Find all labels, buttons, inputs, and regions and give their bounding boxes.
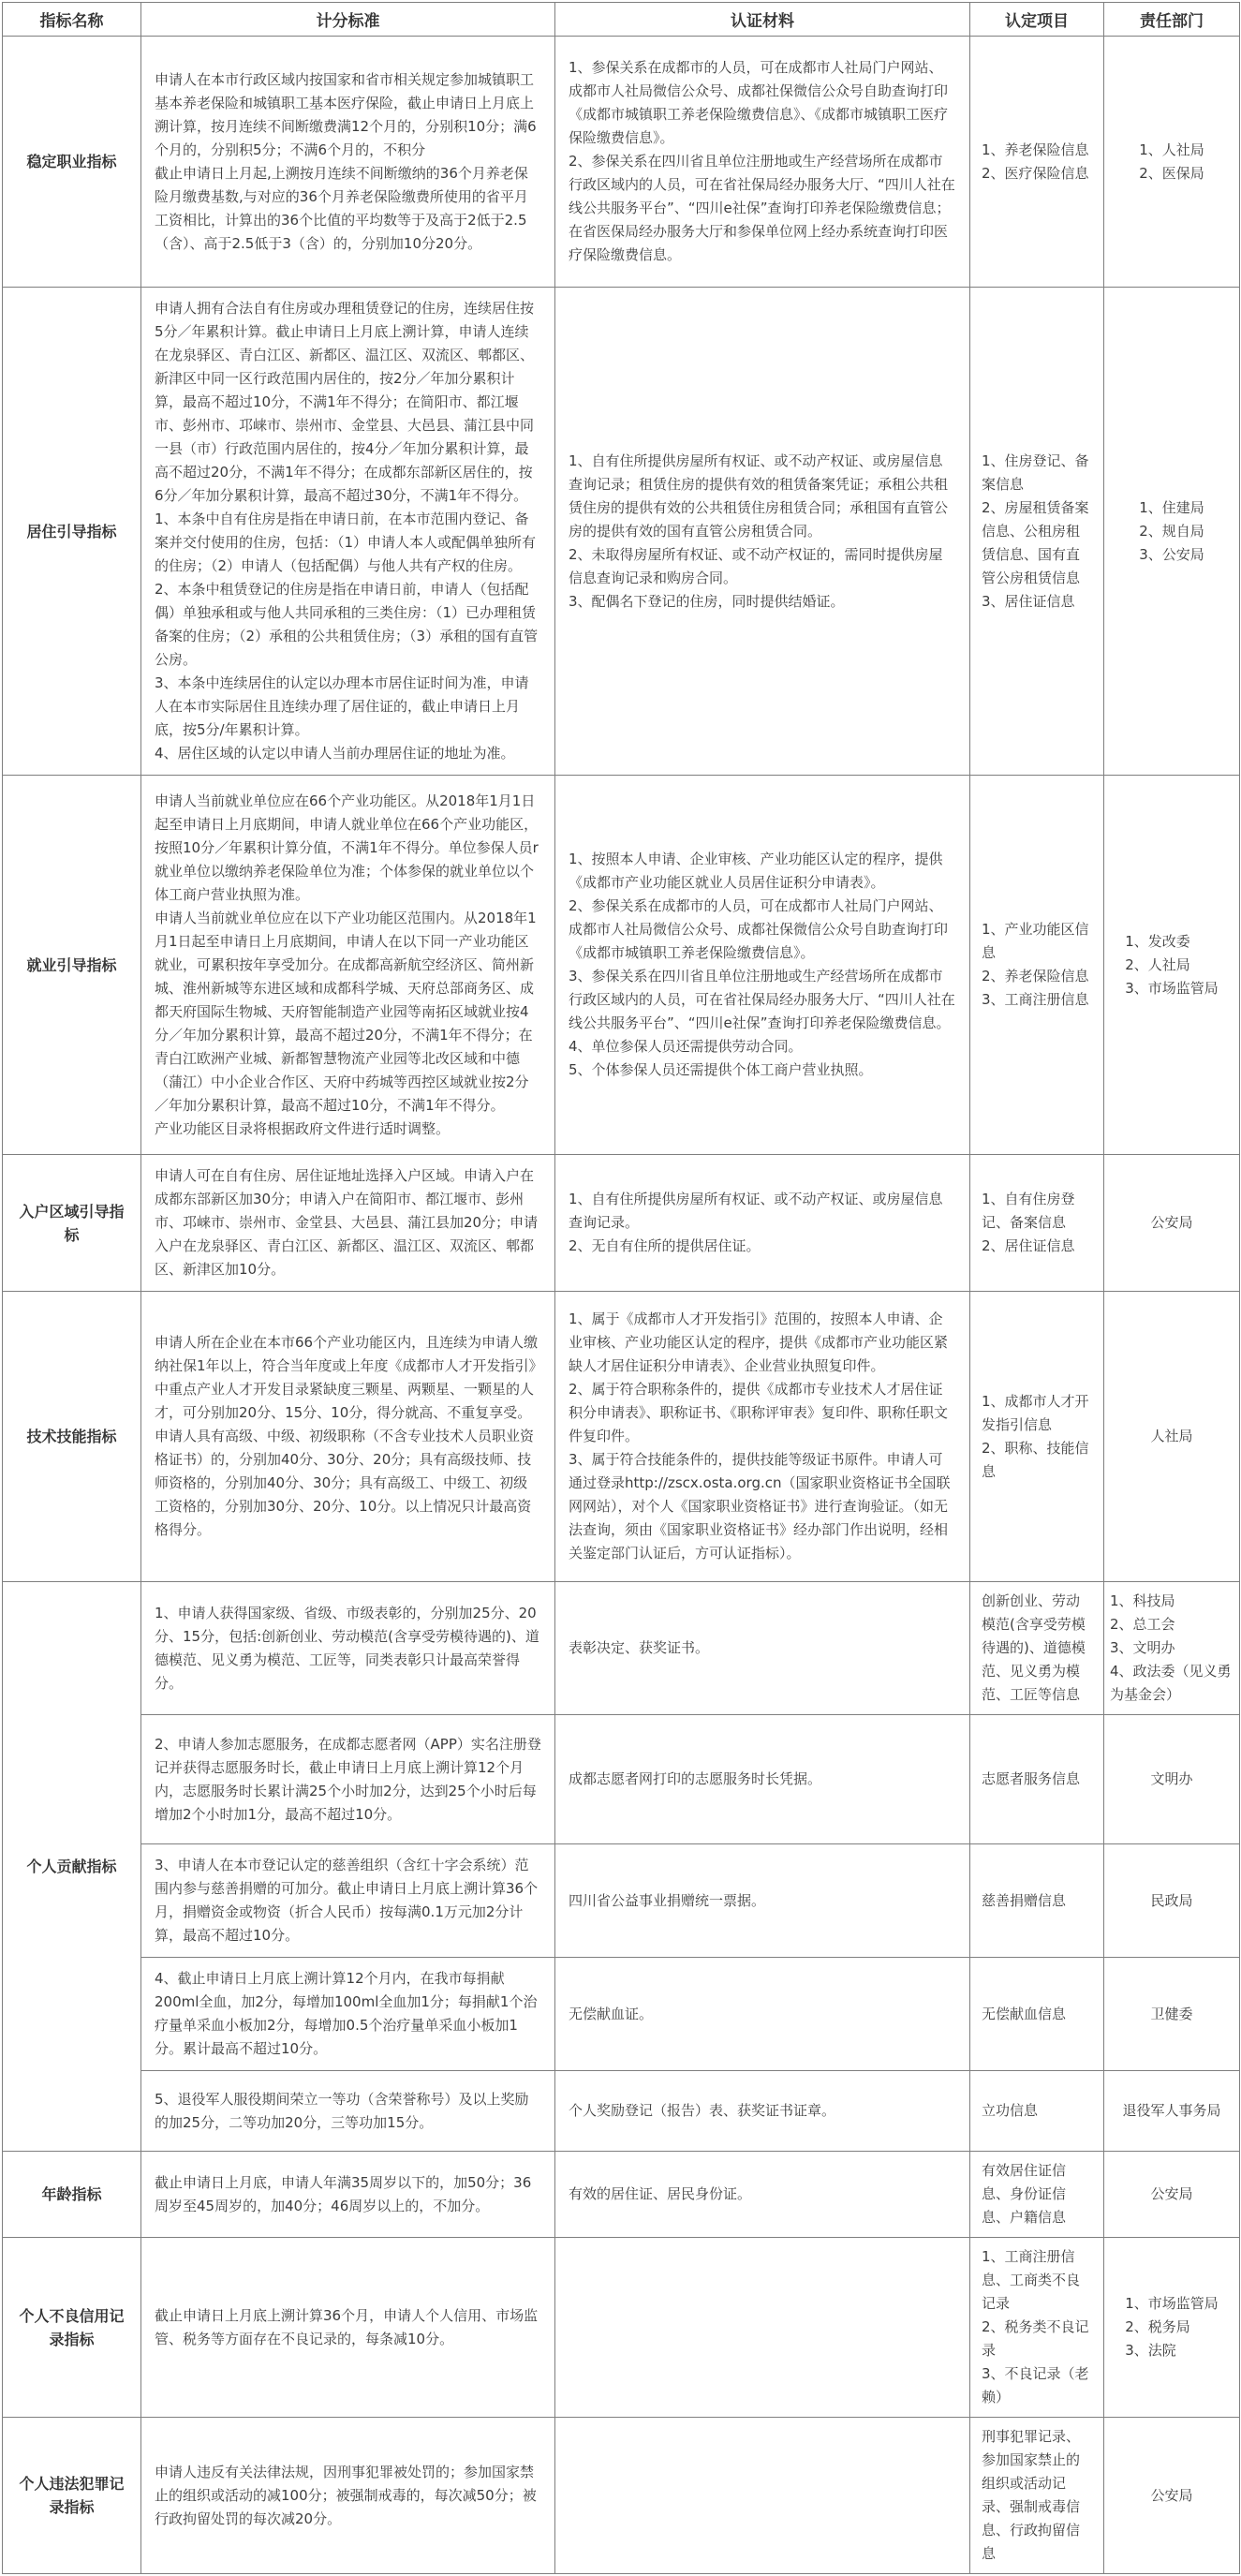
text-line: 个人奖励登记（报告）表、获奖证书证章。: [569, 2102, 836, 2119]
responsible-department-cell: [1104, 2152, 1240, 2238]
text-line: 1、市场监管局: [1125, 2295, 1219, 2312]
text-line: 申请人具有高级、中级、初级职称（不含专业技术人员职业资格证书）的，分别加40分、30分、20分；具有高级技师、技师资格的，分别加40分、30分；具有高级工、中级工、初级工资格的，分别加30分、20分、10分。以上情况只计最高资格得分。: [155, 1428, 535, 1538]
text-line: 2、本条中租赁登记的住房是指在申请日前，申请人（包括配偶）单独承租或与他人共同承租的三类住房：（1）已办理租赁备案的住房；（2）承租的公共租赁住房；（3）承租的国有直管公房。: [155, 581, 539, 668]
column-header: 认定项目: [970, 3, 1104, 37]
indicator-row: [3, 37, 1240, 288]
indicator-label: 技术技能指标: [3, 1292, 141, 1582]
indicator-row: [3, 1292, 1240, 1582]
certification-materials-cell: [555, 288, 970, 776]
indicator-subrow: [3, 2071, 1240, 2152]
text-line: 2、税务类不良记录: [982, 2318, 1089, 2359]
text-line: 1、住建局: [1139, 498, 1204, 516]
text-line: 2、税务局: [1125, 2318, 1190, 2335]
certification-materials-cell: [555, 1844, 970, 1958]
text-line: 民政局: [1150, 1891, 1193, 1909]
certification-materials-cell: [555, 2152, 970, 2238]
text-line: 申请人当前就业单位应在66个产业功能区。从2018年1月1日起至申请日上月底期间，申请人就业单位在66个产业功能区，按照10分／年累积计算分值，不满1年不得分。单位参保人员r 就业单位以缴纳养老保险单位为准；个体参保的就业单位以个体工商户营业执照为准。: [155, 792, 539, 903]
text-line: 4、政法委（见义勇为基金会）: [1110, 1663, 1232, 1703]
identified-items-cell: [970, 1715, 1104, 1844]
department-list: [1150, 2183, 1192, 2206]
text-line: 申请人违反有关法律法规，因刑事犯罪被处罚的；参加国家禁止的组织或活动的减100分；被强制戒毒的，每次减50分；被行政拘留处罚的每次减20分。: [155, 2463, 537, 2527]
text-line: 成都志愿者网打印的志愿服务时长凭据。: [569, 1770, 822, 1787]
department-list: [1139, 496, 1204, 567]
identified-items-cell: [970, 2071, 1104, 2152]
indicator-label: 就业引导指标: [3, 776, 141, 1155]
column-header: 认证材料: [555, 3, 970, 37]
scoring-standard-cell: [141, 1292, 555, 1582]
text-line: 公安局: [1150, 1214, 1193, 1231]
text-line: 4、截止申请日上月底上溯计算12个月内，在我市每捐献200ml全血，加2分，每增加100ml全血加1分；每捐献1个治疗量单采血小板加2分，每增加0.5个治疗量单采血小板加1分。累计最高不超过10分。: [155, 1970, 538, 2057]
text-line: 1、发改委: [1125, 932, 1190, 950]
identified-items-cell: [970, 1844, 1104, 1958]
text-line: 有效居住证信息、身份证信息、户籍信息: [982, 2162, 1067, 2226]
text-line: 3、配偶名下登记的住房，同时提供结婚证。: [569, 592, 845, 610]
text-line: 3、属于符合技能条件的，提供技能等级证书原件。申请人可通过登录http://zscx.osta.org.cn（国家职业资格证书全国联网网站），对个人《国家职业资格证书》进行查询验证。（如无法查询，须由《国家职业资格证书》经办部门作出说明，经相关鉴定部门认证后，方可认证指标）。: [569, 1451, 951, 1562]
certification-materials-cell: [555, 2238, 970, 2418]
text-line: 公安局: [1150, 2486, 1193, 2504]
scoring-standard-cell: [141, 1715, 555, 1844]
text-line: 2、属于符合职称条件的，提供《成都市专业技术人才居住证积分申请表》、职称证书、《职称评审表》复印件、职称任职文件复印件。: [569, 1381, 949, 1444]
indicator-label: 个人不良信用记录指标: [3, 2238, 141, 2418]
department-list: [1150, 2003, 1192, 2026]
text-line: 3、参保关系在四川省且单位注册地或生产经营场所在成都市行政区域内的人员，可在省社保局经办服务大厅、“四川人社在线公共服务平台”、“四川e社保”查询打印养老保险缴费信息。: [569, 968, 955, 1031]
certification-materials-cell: [555, 37, 970, 288]
identified-items-cell: [970, 288, 1104, 776]
text-line: 刑事犯罪记录、参加国家禁止的组织或活动记录、强制戒毒信息、行政拘留信息: [982, 2428, 1081, 2562]
text-line: 申请人当前就业单位应在以下产业功能区范围内。从2018年1月1日起至申请日上月底期间，申请人在以下同一产业功能区就业，可累积按年享受加分。在成都高新航空经济区、简州新城、淮州新城等东进区域和成都科学城、天府总部商务区、成都天府国际生物城、天府智能制造产业园等南拓区域就业按4分／年加分累积计算，最高不超过20分，不满1年不得分；在青白江欧洲产业城、新都智慧物流产业园等北改区域和中德（蒲江）中小企业合作区、天府中药城等西控区域就业按2分／年加分累积计算，最高不超过10分，不满1年不得分。: [155, 909, 537, 1114]
text-line: 申请人所在企业在本市66个产业功能区内，且连续为申请人缴纳社保1年以上，符合当年度或上年度《成都市人才开发指引》中重点产业人才开发目录紧缺度三颗星、两颗星、一颗星的人才，可分别加20分、15分、10分，得分就高、不重复享受。: [155, 1334, 539, 1421]
indicator-row: [3, 1155, 1240, 1292]
indicator-row: [3, 2418, 1240, 2574]
responsible-department-cell: [1104, 2238, 1240, 2418]
text-line: 有效的居住证、居民身份证。: [569, 2185, 752, 2202]
column-header: 指标名称: [3, 3, 141, 37]
text-line: 1、科技局: [1110, 1592, 1175, 1609]
responsible-department-cell: [1104, 1292, 1240, 1582]
text-line: 申请人在本市行政区域内按国家和省市相关规定参加城镇职工基本养老保险和城镇职工基本医疗保险，截止申请日上月底上溯计算，按月连续不间断缴费满12个月的，分别积10分；满6个月的，分别积5分；不满6个月的，不积分: [155, 70, 537, 158]
text-line: 2、医疗保险信息: [982, 164, 1089, 182]
text-line: 申请人可在自有住房、居住证地址选择入户区域。申请入户在成都东部新区加30分；申请入户在简阳市、都江堰市、彭州市、邛崃市、崇州市、金堂县、大邑县、蒲江县加20分；申请入户在龙泉驿区、青白江区、新都区、温江区、双流区、郫都区、新津区加10分。: [155, 1167, 539, 1278]
department-list: [1150, 2484, 1192, 2508]
indicator-label: 个人违法犯罪记录指标: [3, 2418, 141, 2574]
scoring-standard-cell: [141, 2071, 555, 2152]
identified-items-cell: [970, 1958, 1104, 2071]
responsible-department-cell: [1104, 1155, 1240, 1292]
scoring-standard-cell: [141, 37, 555, 288]
department-list: [1139, 139, 1204, 185]
text-line: 3、文明办: [1110, 1639, 1175, 1656]
text-line: 5、个体参保人员还需提供个体工商户营业执照。: [569, 1061, 873, 1078]
text-line: 3、本条中连续居住的认定以办理本市居住证时间为准，申请人在本市实际居住且连续办理了居住证的，截止申请日上月底，按5分/年累积计算。: [155, 674, 529, 738]
department-list: [1150, 1211, 1192, 1235]
text-line: 1、成都市人才开发指引信息: [982, 1392, 1089, 1433]
indicator-subrow: [3, 1582, 1240, 1715]
identified-items-cell: [970, 2418, 1104, 2574]
certification-materials-cell: [555, 1958, 970, 2071]
text-line: 5、退役军人服役期间荣立一等功（含荣誉称号）及以上奖励的加25分，二等功加20分，三等功加15分。: [155, 2090, 529, 2131]
text-line: 3、公安局: [1139, 545, 1204, 563]
indicator-label: 年龄指标: [3, 2152, 141, 2238]
indicator-label: 居住引导指标: [3, 288, 141, 776]
responsible-department-cell: [1104, 1715, 1240, 1844]
responsible-department-cell: [1104, 288, 1240, 776]
column-header: 责任部门: [1104, 3, 1240, 37]
text-line: 1、自有住所提供房屋所有权证、或不动产权证、或房屋信息查询记录。: [569, 1191, 943, 1231]
responsible-department-cell: [1104, 37, 1240, 288]
department-list: [1150, 1889, 1192, 1913]
text-line: 1、按照本人申请、企业审核、产业功能区认定的程序，提供《成都市产业功能区就业人员居住证积分申请表》。: [569, 851, 943, 891]
scoring-standard-cell: [141, 288, 555, 776]
text-line: 志愿者服务信息: [982, 1770, 1081, 1787]
certification-materials-cell: [555, 1155, 970, 1292]
text-line: 2、总工会: [1110, 1616, 1175, 1633]
indicator-row: [3, 776, 1240, 1155]
text-line: 4、居住区域的认定以申请人当前办理居住证的地址为准。: [155, 745, 515, 762]
identified-items-cell: [970, 776, 1104, 1155]
text-line: 四川省公益事业捐赠统一票据。: [569, 1891, 766, 1909]
responsible-department-cell: [1104, 1958, 1240, 2071]
text-line: 立功信息: [982, 2102, 1039, 2119]
text-line: 产业功能区目录将根据政府文件进行适时调整。: [155, 1119, 451, 1137]
indicator-row: [3, 2238, 1240, 2418]
text-line: 创新创业、劳动模范(含享受劳模待遇的)、道德模范、见义勇为模范、工匠等信息: [982, 1592, 1086, 1703]
text-line: 2、养老保险信息: [982, 968, 1089, 985]
department-list: [1150, 1768, 1192, 1791]
text-line: 2、房屋租赁备案信息、公租房租赁信息、国有直管公房租赁信息: [982, 498, 1089, 586]
text-line: 1、人社局: [1139, 141, 1204, 158]
text-line: 1、自有住所提供房屋所有权证、或不动产权证、或房屋信息查询记录；租赁住房的提供有效的租赁备案凭证；承租公共租赁住房的提供有效的公共租赁住房租赁合同；承租国有直管公房的提供有效的国有直管公房租赁合同。: [569, 452, 949, 540]
text-line: 2、居住证信息: [982, 1237, 1075, 1254]
table-header: [3, 3, 1240, 37]
identified-items-cell: [970, 2152, 1104, 2238]
responsible-department-cell: [1104, 1844, 1240, 1958]
certification-materials-cell: [555, 2418, 970, 2574]
text-line: 1、自有住房登记、备案信息: [982, 1191, 1075, 1231]
department-list: [1110, 1590, 1234, 1707]
department-list: [1125, 930, 1219, 1000]
certification-materials-cell: [555, 1582, 970, 1715]
text-line: 2、规自局: [1139, 522, 1204, 540]
text-line: 2、参保关系在成都市的人员，可在成都市人社局门户网站、成都市人社局微信公众号、成都社保微信公众号自助查询打印《成都市城镇职工养老保险缴费信息》。: [569, 897, 949, 961]
text-line: 无偿献血证。: [569, 2005, 654, 2022]
identified-items-cell: [970, 1582, 1104, 1715]
text-line: 无偿献血信息: [982, 2005, 1067, 2022]
text-line: 退役军人事务局: [1122, 2102, 1221, 2119]
text-line: 文明办: [1150, 1770, 1193, 1787]
text-line: 申请人拥有合法自有住房或办理租赁登记的住房，连续居住按5分／年累积计算。截止申请日上月底上溯计算，申请人连续在龙泉驿区、青白江区、新都区、温江区、双流区、郫都区、新津区中同一区行政范围内居住的，按2分／年加分累积计算，最高不超过10分，不满1年不得分；在简阳市、都江堰市、彭州市、邛崃市、崇州市、金堂县、大邑县、蒲江县中同一县（市）行政范围内居住的，按4分／年加分累积计算，最高不超过20分，不满1年不得分；在成都东部新区居住的，按6分／年加分累积计算，最高不超过30分，不满1年不得分。: [155, 300, 535, 504]
scoring-standard-cell: [141, 2152, 555, 2238]
scoring-standard-cell: [141, 1155, 555, 1292]
text-line: 2、无自有住所的提供居住证。: [569, 1237, 761, 1254]
indicator-subrow: [3, 1958, 1240, 2071]
department-list: [1122, 2099, 1220, 2123]
indicator-label: 入户区域引导指标: [3, 1155, 141, 1292]
identified-items-cell: [970, 1155, 1104, 1292]
certification-materials-cell: [555, 1292, 970, 1582]
text-line: 2、人社局: [1125, 955, 1190, 973]
scoring-standard-cell: [141, 1958, 555, 2071]
certification-materials-cell: [555, 776, 970, 1155]
text-line: 人社局: [1150, 1428, 1193, 1444]
scoring-standard-cell: [141, 2418, 555, 2574]
text-line: 2、参保关系在四川省且单位注册地或生产经营场所在成都市行政区域内的人员，可在省社保局经办服务大厅、“四川人社在线公共服务平台”、“四川e社保”查询打印养老保险缴费信息；在省医保局经办服务大厅和参保单位网上经办系统查询打印医疗保险缴费信息。: [569, 153, 955, 263]
indicator-row: [3, 288, 1240, 776]
text-line: 2、未取得房屋所有权证、或不动产权证的，需同时提供房屋信息查询记录和购房合同。: [569, 545, 943, 586]
text-line: 1、养老保险信息: [982, 141, 1089, 158]
identified-items-cell: [970, 37, 1104, 288]
text-line: 3、法院: [1125, 2342, 1176, 2359]
identified-items-cell: [970, 1292, 1104, 1582]
text-line: 卫健委: [1150, 2005, 1193, 2022]
text-line: 1、工商注册信息、工商类不良记录: [982, 2248, 1081, 2312]
responsible-department-cell: [1104, 1582, 1240, 1715]
text-line: 表彰决定、获奖证书。: [569, 1639, 710, 1656]
scoring-standard-cell: [141, 1582, 555, 1715]
responsible-department-cell: [1104, 2071, 1240, 2152]
text-line: 1、参保关系在成都市的人员，可在成都市人社局门户网站、成都市人社局微信公众号、成都社保微信公众号自助查询打印《成都市城镇职工养老保险缴费信息》、《成都市城镇职工医疗保险缴费信息》。: [569, 59, 949, 146]
scoring-standard-cell: [141, 1844, 555, 1958]
indicator-row: [3, 2152, 1240, 2238]
indicator-subrow: [3, 1844, 1240, 1958]
scoring-standard-cell: [141, 2238, 555, 2418]
text-line: 1、本条中自有住房是指在申请日前，在本市范围内登记、备案并交付使用的住房，包括：（1）申请人本人或配偶单独所有的住房；（2）申请人（包括配偶）与他人共有产权的住房。: [155, 511, 537, 574]
text-line: 3、市场监管局: [1125, 979, 1219, 997]
table-body: [3, 37, 1240, 2574]
header-row: [3, 3, 1240, 37]
indicator-label: 个人贡献指标: [3, 1582, 141, 2152]
text-line: 截止申请日上月底上溯计算36个月，申请人个人信用、市场监管、税务等方面存在不良记录的，每条减10分。: [155, 2306, 539, 2347]
indicator-table: [2, 2, 1240, 2574]
certification-materials-cell: [555, 1715, 970, 1844]
department-list: [1150, 1425, 1192, 1448]
column-header: 计分标准: [141, 3, 555, 37]
text-line: 3、不良记录（老赖）: [982, 2365, 1089, 2406]
text-line: 2、申请人参加志愿服务，在成都志愿者网（APP）实名注册登记并获得志愿服务时长，截止申请日上月底上溯计算12个月内，志愿服务时长累计满25个小时加2分，达到25个小时后每增加2个小时加1分，最高不超过10分。: [155, 1735, 541, 1823]
text-line: 1、属于《成都市人才开发指引》范围的，按照本人申请、企业审核、产业功能区认定的程序，提供《成都市产业功能区紧缺人才居住证积分申请表》、企业营业执照复印件。: [569, 1310, 949, 1374]
text-line: 1、申请人获得国家级、省级、市级表彰的，分别加25分、20分、15分，包括:创新创业、劳动模范(含享受劳模待遇的)、道德模范、见义勇为模范、工匠等，同类表彰只计最高荣誉得分。: [155, 1604, 539, 1692]
text-line: 3、申请人在本市登记认定的慈善组织（含红十字会系统）范围内参与慈善捐赠的可加分。截止申请日上月底上溯计算36个月，捐赠资金或物资（折合人民币）按每满0.1万元加2分计算，最高不超过10分。: [155, 1857, 539, 1944]
text-line: 截止申请日上月底，申请人年满35周岁以下的，加50分；36周岁至45周岁的，加40分；46周岁以上的，不加分。: [155, 2173, 532, 2214]
indicator-label: 稳定职业指标: [3, 37, 141, 288]
responsible-department-cell: [1104, 776, 1240, 1155]
certification-materials-cell: [555, 2071, 970, 2152]
text-line: 3、工商注册信息: [982, 991, 1089, 1008]
identified-items-cell: [970, 2238, 1104, 2418]
text-line: 1、产业功能区信息: [982, 921, 1089, 961]
text-line: 截止申请日上月起,上溯按月连续不间断缴纳的36个月养老保险月缴费基数,与对应的36个月养老保险缴费所使用的省平月工资相比，计算出的36个比值的平均数等于及高于2低于2.5（含）、高于2.5低于3（含）的，分别加10分20分。: [155, 164, 528, 252]
indicator-subrow: [3, 1715, 1240, 1844]
text-line: 2、职称、技能信息: [982, 1439, 1089, 1480]
scoring-standard-cell: [141, 776, 555, 1155]
text-line: 公安局: [1150, 2185, 1193, 2202]
responsible-department-cell: [1104, 2418, 1240, 2574]
text-line: 2、医保局: [1139, 164, 1204, 182]
text-line: 慈善捐赠信息: [982, 1891, 1067, 1909]
text-line: 3、居住证信息: [982, 592, 1075, 610]
text-line: 1、住房登记、备案信息: [982, 452, 1089, 493]
text-line: 4、单位参保人员还需提供劳动合同。: [569, 1038, 803, 1055]
department-list: [1125, 2292, 1219, 2362]
